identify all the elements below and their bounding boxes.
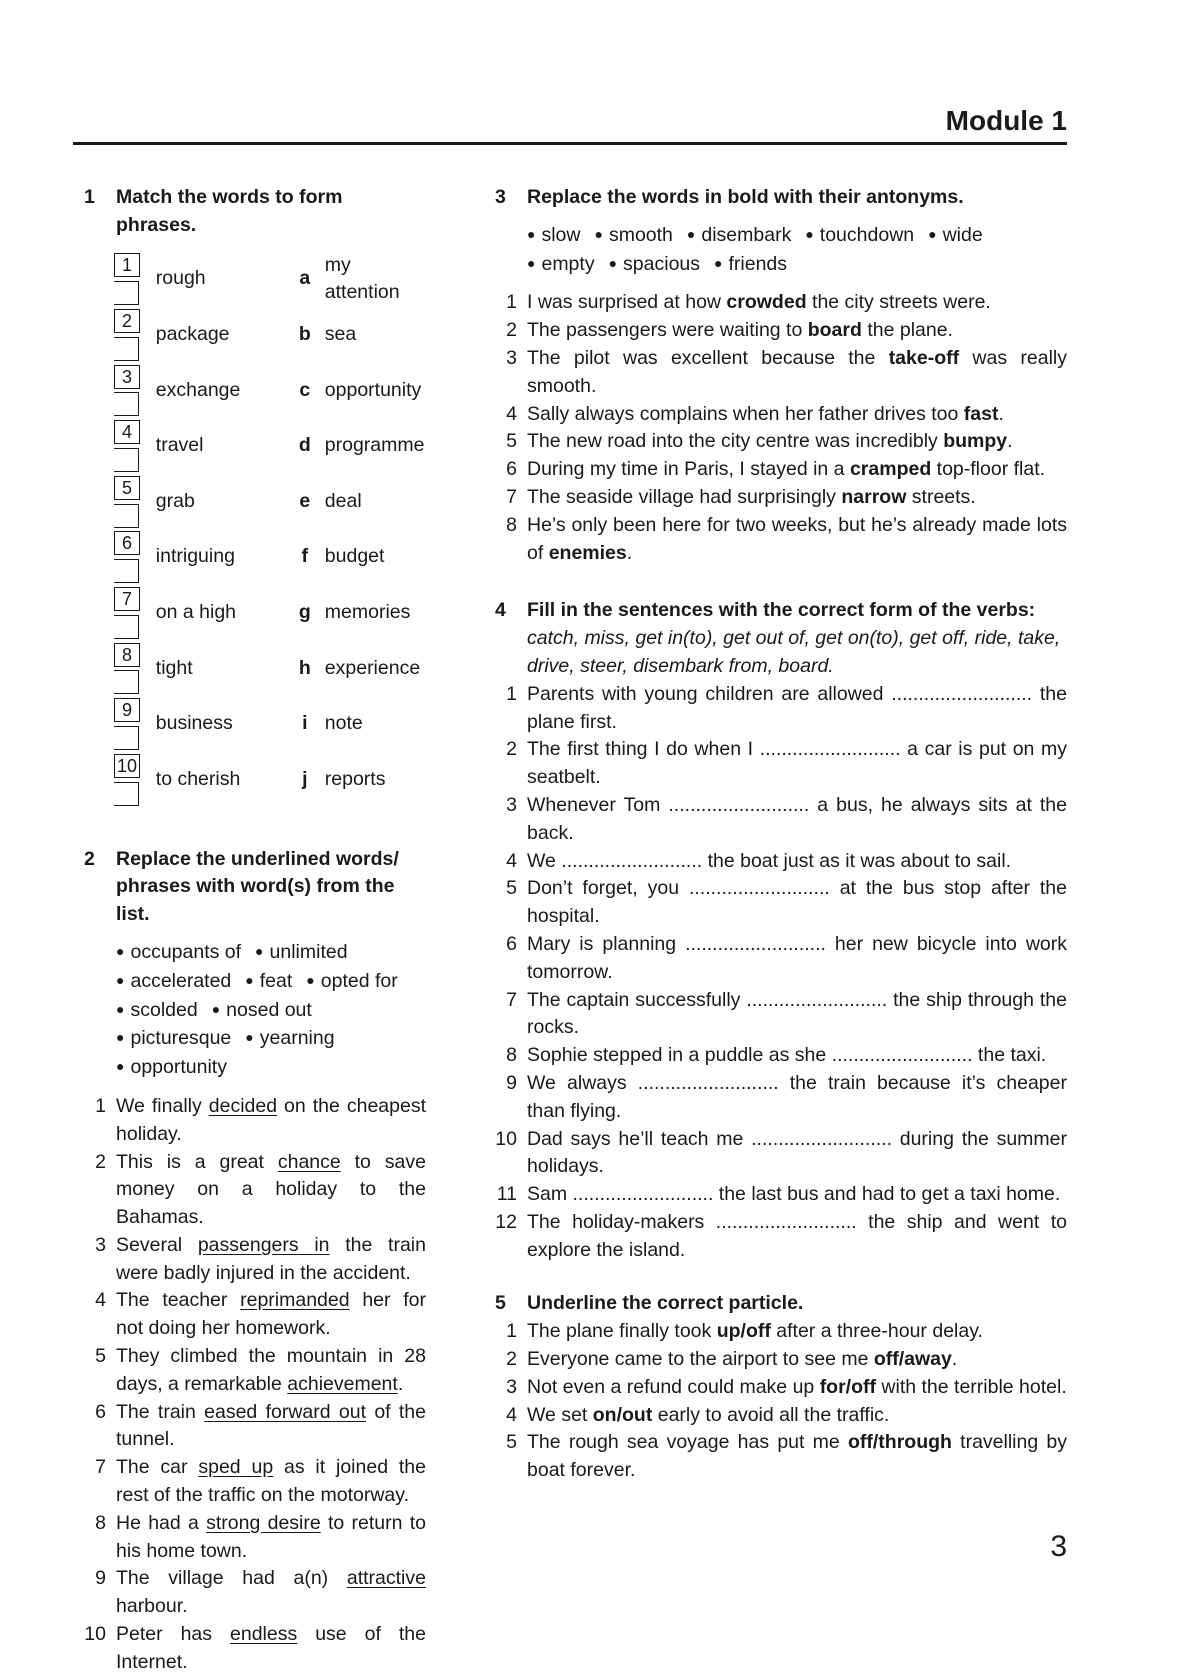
- match-phrase: sea: [324, 323, 357, 346]
- list-item: [95, 1399, 426, 1455]
- match-row: [114, 641, 426, 697]
- match-word: package: [155, 323, 230, 346]
- match-word: travel: [155, 434, 204, 457]
- match-row: [114, 696, 426, 752]
- exercise-number: 2: [84, 847, 95, 870]
- match-word: intriguing: [155, 545, 235, 568]
- list-word: ● unlimited: [255, 939, 348, 968]
- exercise-number: 1: [84, 186, 95, 208]
- sentence-text: Sally always complains when her father drives too: [527, 402, 964, 425]
- sentence-text: We always .......................... the train because it’s cheaper than flying.: [527, 1071, 1067, 1122]
- sentence-text: Sam .......................... the last bus and had to get a taxi home.: [527, 1183, 1061, 1206]
- item-number: 8: [506, 513, 517, 536]
- sentence-text: .: [1007, 430, 1013, 453]
- sentence-text: They climbed the mountain in 28 days, a remarkable: [116, 1345, 426, 1395]
- item-number-box: 5: [114, 476, 140, 500]
- match-word: exchange: [155, 378, 241, 401]
- list-item: [95, 1149, 426, 1232]
- match-row: [114, 418, 426, 474]
- list-word: ● occupants of: [116, 939, 241, 968]
- item-number-box: 10: [114, 754, 140, 778]
- list-word: ● opportunity: [116, 1054, 227, 1083]
- match-letter: c: [299, 378, 311, 401]
- exercise-2: [76, 846, 426, 1677]
- item-number: 8: [95, 1511, 106, 1534]
- item-number: 2: [95, 1150, 106, 1173]
- answer-box-cell: [114, 252, 146, 308]
- bold-word: on/out: [592, 1403, 653, 1426]
- item-number: 3: [506, 1375, 517, 1398]
- answer-box-cell: [114, 696, 146, 752]
- sentence-text: I was surprised at how: [527, 291, 727, 314]
- match-phrase: budget: [324, 545, 385, 568]
- match-row: [114, 585, 426, 641]
- sentence-text: .: [998, 402, 1004, 425]
- exercise-number: 4: [495, 599, 506, 622]
- bold-word: enemies: [548, 541, 627, 564]
- bold-word: narrow: [841, 485, 907, 508]
- item-number: 1: [95, 1094, 106, 1117]
- match-letter: b: [298, 323, 311, 346]
- answer-box-cell: [114, 363, 146, 419]
- item-number-box: 9: [114, 698, 140, 722]
- item-number: 11: [496, 1183, 517, 1206]
- item-number: 4: [506, 1403, 517, 1426]
- answer-box[interactable]: [114, 670, 139, 694]
- sentence-text: .: [951, 1348, 958, 1371]
- exercise-title: Replace the underlined words/ phrases with word(s) from the list.: [116, 847, 399, 926]
- match-phrase: reports: [324, 767, 386, 790]
- match-row: [114, 307, 426, 363]
- exercise-4: [487, 597, 1067, 1264]
- underlined-phrase: attractive: [346, 1567, 426, 1590]
- list-item: [506, 848, 1067, 876]
- sentence-text: The car: [116, 1456, 199, 1479]
- exercise-title: Underline the correct particle.: [527, 1292, 804, 1315]
- bold-word: fast: [963, 402, 999, 425]
- exercise-title: Fill in the sentences with the correct form of the verbs:: [527, 599, 1036, 622]
- sentence-text: The teacher: [116, 1289, 241, 1312]
- bullet-line: [116, 1054, 426, 1083]
- match-row: [114, 363, 426, 419]
- bold-word: off/through: [847, 1431, 952, 1454]
- answer-box-cell: [114, 641, 146, 697]
- match-letter: i: [302, 712, 308, 735]
- item-number: 3: [506, 346, 517, 369]
- bold-word: up/off: [716, 1320, 771, 1343]
- sentence-text: Mary is planning .......................... her new bicycle into work tomorrow.: [527, 932, 1067, 983]
- exercise-title: Replace the words in bold with their antonyms.: [527, 186, 964, 208]
- sentence-text: was really smooth.: [527, 346, 1067, 397]
- sentence-text: Everyone came to the airport to see me: [527, 1348, 874, 1371]
- item-number: 3: [95, 1233, 106, 1256]
- sentence-text: of the tunnel.: [116, 1400, 426, 1451]
- sentence-text: top-floor flat.: [931, 458, 1046, 481]
- sentence-list: [506, 1318, 1068, 1485]
- answer-box[interactable]: [114, 782, 139, 806]
- sentence-text: We .......................... the boat just as it was about to sail.: [527, 849, 1012, 872]
- match-phrase: my attention: [324, 253, 400, 304]
- sentence-text: He’s only been here for two weeks, but he’s already made lots of: [527, 513, 1067, 564]
- list-item: [506, 428, 1067, 456]
- sentence-text: to return to his home town.: [116, 1511, 427, 1562]
- sentence-text: .: [626, 541, 633, 564]
- answer-box[interactable]: [114, 337, 139, 361]
- answer-box[interactable]: [114, 281, 139, 305]
- item-number: 5: [95, 1345, 106, 1368]
- exercise-number: 5: [495, 1292, 506, 1315]
- list-word: ● empty: [527, 251, 595, 280]
- list-item: [506, 987, 1067, 1043]
- list-word: ● friends: [714, 251, 787, 280]
- answer-box[interactable]: [114, 559, 139, 583]
- list-item: [495, 1126, 1067, 1182]
- sentence-text: The passengers were waiting to: [527, 319, 808, 342]
- sentence-text: This is a great: [116, 1150, 278, 1173]
- list-item: [95, 1510, 427, 1566]
- list-word: ● opted for: [306, 968, 397, 997]
- match-word: on a high: [155, 601, 237, 624]
- list-item: [506, 401, 1067, 429]
- match-letter: a: [299, 267, 311, 290]
- item-number: 8: [506, 1044, 517, 1067]
- sentence-text: The new road into the city centre was incredibly: [527, 430, 944, 453]
- sentence-text: to save money on a holiday to the Bahamas.: [116, 1150, 426, 1229]
- item-number: 3: [506, 793, 517, 816]
- sentence-text: Whenever Tom .......................... a bus, he always sits at the back.: [527, 793, 1067, 844]
- matching-table: [114, 252, 426, 808]
- item-number: 1: [506, 291, 517, 314]
- bold-word: crowded: [726, 291, 807, 314]
- sentence-text: with the terrible hotel.: [876, 1375, 1067, 1398]
- list-item: [506, 1042, 1067, 1070]
- right-column: [487, 184, 1067, 1485]
- bullet-line: [116, 968, 426, 997]
- exercise-3: [487, 184, 1067, 567]
- sentence-text: The village had a(n): [116, 1567, 347, 1590]
- answer-box[interactable]: [114, 726, 139, 750]
- left-column: [76, 184, 426, 1677]
- list-item: [95, 1287, 426, 1343]
- bold-word: off/away: [873, 1348, 952, 1371]
- item-number: 6: [506, 932, 517, 955]
- list-item: [506, 512, 1067, 568]
- verb-list: catch, miss, get in(to), get out of, get on(to), get off, ride, take, drive, steer, disembark from, board.: [527, 627, 1061, 677]
- answer-box-cell: [114, 585, 146, 641]
- page-number: 3: [1050, 1530, 1067, 1563]
- match-phrase: opportunity: [324, 378, 422, 401]
- item-number: 10: [84, 1623, 106, 1646]
- sentence-text: streets.: [906, 485, 976, 508]
- sentence-text: harbour.: [116, 1595, 188, 1618]
- sentence-text: The train: [116, 1400, 205, 1423]
- match-phrase: programme: [324, 434, 425, 457]
- match-phrase: deal: [324, 489, 362, 512]
- match-letter: e: [299, 489, 311, 512]
- answer-box-cell: [114, 307, 146, 363]
- list-item: [506, 456, 1067, 484]
- bullet-line: [527, 222, 1067, 251]
- sentence-text: on the cheapest holiday.: [116, 1094, 426, 1145]
- list-item: [506, 484, 1067, 512]
- sentence-text: The first thing I do when I .......................... a car is put on my seatbelt.: [527, 738, 1067, 789]
- underlined-phrase: decided: [208, 1094, 278, 1117]
- match-word: tight: [155, 656, 193, 679]
- sentence-text: Don’t forget, you .......................... at the bus stop after the hospital.: [527, 877, 1067, 928]
- sentence-text: Peter has: [116, 1623, 231, 1646]
- page-header: [73, 98, 1067, 145]
- exercise-number: 3: [495, 186, 506, 208]
- list-item: [506, 1070, 1067, 1126]
- sentence-text: travelling by boat forever.: [527, 1431, 1068, 1482]
- bullet-line: [116, 1025, 426, 1054]
- sentence-text: The captain successfully .......................... the ship through the rocks.: [527, 988, 1067, 1039]
- item-number-box: 6: [114, 531, 140, 555]
- sentence-text: the city streets were.: [806, 291, 991, 314]
- underlined-phrase: reprimanded: [240, 1289, 350, 1312]
- list-item: [95, 1565, 426, 1621]
- answer-box-cell: [114, 752, 146, 808]
- list-item: [506, 1346, 1067, 1374]
- item-number: 12: [495, 1210, 517, 1233]
- item-number: 2: [506, 738, 517, 761]
- item-number: 5: [506, 1431, 517, 1454]
- bullet-line: [527, 251, 1067, 280]
- match-letter: f: [301, 545, 309, 568]
- sentence-text: We finally: [116, 1094, 209, 1117]
- sentence-text: use of the Internet.: [116, 1623, 426, 1673]
- match-row: [114, 530, 426, 586]
- item-number-box: 2: [114, 309, 140, 333]
- sentence-text: .: [397, 1372, 404, 1395]
- underlined-phrase: eased forward out: [204, 1400, 367, 1423]
- sentence-text: Several: [116, 1233, 198, 1256]
- answer-box[interactable]: [114, 615, 139, 639]
- match-word: business: [155, 712, 233, 735]
- match-word: grab: [155, 489, 195, 512]
- list-word: ● scolded: [116, 997, 198, 1026]
- item-number: 9: [95, 1567, 106, 1590]
- sentence-text: the train were badly injured in the accident.: [116, 1233, 426, 1284]
- list-item: [506, 1402, 1067, 1430]
- list-word: ● touchdown: [805, 222, 914, 251]
- list-item: [496, 1181, 1067, 1209]
- word-list: [116, 939, 426, 1083]
- sentence-text: The seaside village had surprisingly: [527, 485, 842, 508]
- underlined-phrase: passengers in: [197, 1233, 330, 1256]
- exercise-5: [487, 1290, 1067, 1485]
- answer-box-cell: [114, 418, 146, 474]
- bold-word: board: [807, 319, 862, 342]
- sentence-list: [84, 1093, 427, 1677]
- match-letter: g: [298, 601, 311, 624]
- match-word: to cherish: [155, 767, 241, 790]
- answer-box[interactable]: [114, 392, 139, 416]
- underlined-phrase: sped up: [198, 1456, 274, 1479]
- list-item: [506, 792, 1067, 848]
- list-word: ● slow: [527, 222, 580, 251]
- item-number-box: 4: [114, 420, 140, 444]
- sentence-text: after a three-hour delay.: [770, 1320, 983, 1343]
- list-item: [84, 1621, 426, 1677]
- sentence-text: Sophie stepped in a puddle as she .......................... the taxi.: [527, 1044, 1047, 1067]
- list-word: ● disembark: [687, 222, 791, 251]
- list-word: ● yearning: [245, 1025, 334, 1054]
- item-number-box: 1: [114, 253, 140, 277]
- underlined-phrase: chance: [277, 1150, 341, 1173]
- item-number: 1: [506, 1320, 517, 1343]
- list-item: [506, 931, 1067, 987]
- sentence-list: [506, 289, 1067, 567]
- item-number: 5: [506, 877, 517, 900]
- exercise-title: Match the words to form phrases.: [116, 186, 343, 236]
- list-item: [506, 1374, 1067, 1402]
- item-number: 7: [506, 988, 517, 1011]
- sentence-text: her for not doing her homework.: [116, 1289, 426, 1340]
- sentence-text: Parents with young children are allowed .......................... the plane first.: [527, 682, 1067, 733]
- answer-box-cell: [114, 474, 146, 530]
- list-item: [506, 1318, 1067, 1346]
- item-number: 2: [506, 319, 517, 342]
- list-item: [95, 1093, 426, 1149]
- sentence-text: The rough sea voyage has put me: [527, 1431, 848, 1454]
- exercise-1: [76, 184, 426, 808]
- item-number: 10: [495, 1127, 517, 1150]
- sentence-list: [495, 681, 1067, 1265]
- match-row: [114, 252, 426, 308]
- answer-box-cell: [114, 530, 146, 586]
- list-item: [506, 1429, 1068, 1485]
- match-phrase: experience: [324, 656, 421, 679]
- item-number: 6: [506, 458, 517, 481]
- sentence-text: The holiday-makers .......................... the ship and went to explore the island.: [527, 1210, 1067, 1261]
- list-word: ● accelerated: [116, 968, 231, 997]
- sentence-text: The pilot was excellent because the: [527, 346, 889, 369]
- sentence-text: The plane finally took: [527, 1320, 717, 1343]
- list-word: ● smooth: [594, 222, 672, 251]
- list-item: [495, 1209, 1067, 1265]
- item-number: 4: [506, 849, 517, 872]
- bold-word: cramped: [849, 458, 932, 481]
- match-word: rough: [155, 267, 206, 290]
- module-title: Module 1: [945, 105, 1067, 136]
- item-number: 4: [95, 1289, 106, 1312]
- list-item: [506, 736, 1067, 792]
- match-letter: j: [302, 767, 308, 790]
- list-item: [95, 1454, 426, 1510]
- list-word: ● picturesque: [116, 1025, 231, 1054]
- match-row: [114, 474, 426, 530]
- bold-word: for/off: [819, 1375, 876, 1398]
- list-item: [95, 1232, 426, 1288]
- sentence-text: During my time in Paris, I stayed in a: [527, 458, 850, 481]
- bullet-line: [116, 939, 426, 968]
- underlined-phrase: endless: [230, 1623, 298, 1646]
- item-number: 6: [95, 1400, 106, 1423]
- answer-box[interactable]: [114, 448, 139, 472]
- item-number-box: 8: [114, 643, 140, 667]
- word-list: [527, 222, 1067, 280]
- list-word: ● wide: [928, 222, 983, 251]
- item-number: 1: [506, 682, 517, 705]
- match-letter: d: [298, 434, 311, 457]
- sentence-text: as it joined the rest of the traffic on the motorway.: [116, 1456, 426, 1507]
- item-number: 2: [506, 1348, 517, 1371]
- list-word: ● spacious: [609, 251, 700, 280]
- match-letter: h: [298, 656, 311, 679]
- list-item: [95, 1343, 426, 1399]
- list-item: [506, 345, 1067, 401]
- bullet-line: [116, 997, 426, 1026]
- match-phrase: memories: [324, 601, 411, 624]
- underlined-phrase: achievement: [287, 1372, 398, 1395]
- bold-word: take-off: [888, 346, 960, 369]
- item-number: 5: [506, 430, 517, 453]
- match-row: [114, 752, 426, 808]
- match-phrase: note: [324, 712, 363, 735]
- list-word: ● feat: [245, 968, 292, 997]
- item-number: 7: [506, 485, 517, 508]
- list-item: [506, 681, 1067, 737]
- item-number: 4: [506, 402, 517, 425]
- item-number: 9: [506, 1071, 517, 1094]
- answer-box[interactable]: [114, 504, 139, 528]
- item-number-box: 3: [114, 365, 140, 389]
- list-item: [506, 317, 1067, 345]
- list-word: ● nosed out: [212, 997, 312, 1026]
- list-item: [506, 875, 1067, 931]
- sentence-text: Dad says he’ll teach me .......................... during the summer holidays.: [527, 1127, 1067, 1178]
- sentence-text: Not even a refund could make up: [527, 1375, 820, 1398]
- list-item: [506, 289, 1067, 317]
- sentence-text: early to avoid all the traffic.: [652, 1403, 890, 1426]
- underlined-phrase: strong desire: [206, 1511, 321, 1534]
- item-number-box: 7: [114, 587, 140, 611]
- sentence-text: the plane.: [861, 319, 953, 342]
- bold-word: bumpy: [943, 430, 1008, 453]
- sentence-text: We set: [527, 1403, 593, 1426]
- sentence-text: He had a: [116, 1511, 207, 1534]
- item-number: 7: [95, 1456, 106, 1479]
